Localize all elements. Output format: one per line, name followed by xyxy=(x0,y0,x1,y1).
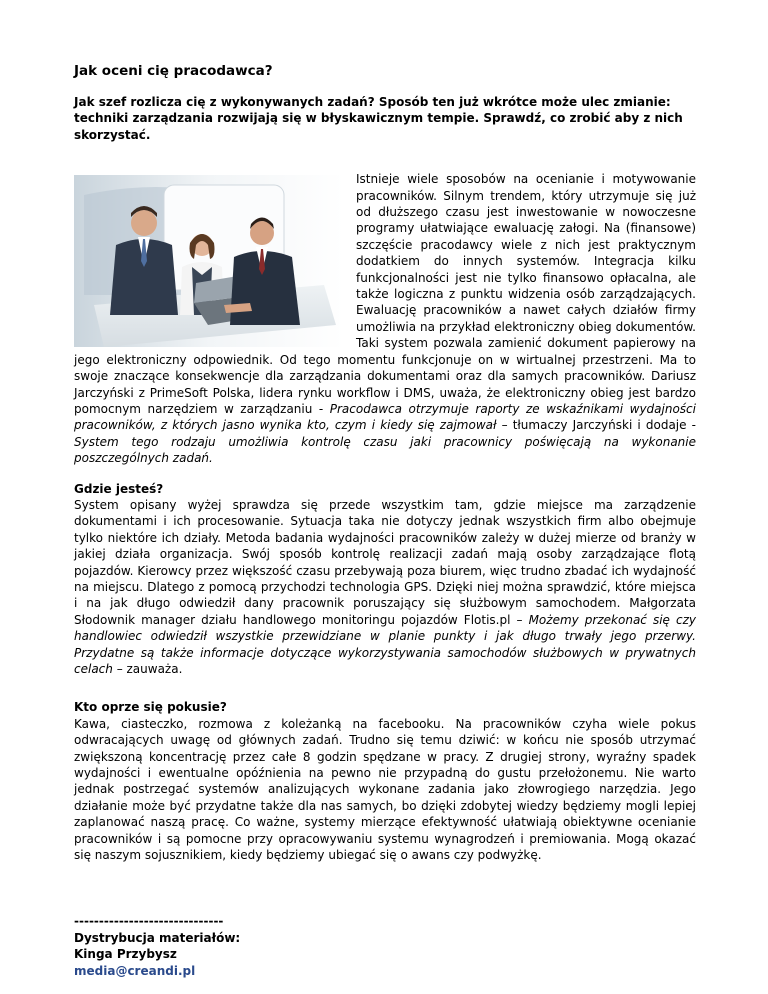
document-page xyxy=(74,62,696,979)
intro-mid: – tłumaczy Jarczyński i dodaje - xyxy=(496,418,696,433)
footer-divider: ------------------------------ xyxy=(74,914,224,929)
business-team-photo xyxy=(74,175,344,347)
footer-email-link[interactable]: media@creandi.pl xyxy=(74,963,196,978)
intro-text: Istnieje wiele sposobów na ocenianie i motywowanie pracowników. Silnym trendem, który utrzymuje się już od dłuższego czasu jest inwestowanie w nowoczesne programy ułatwiające ewaluację załogi. Na (finansowe) szczęście pracodawcy wiele z nich jest praktycznym dodatkiem do innych systemów. Integracja kilku funkcjonalności jest nie tylko finansowo opłacalna, ale także logiczna z punktu widzenia osób zarządzających. Ewaluację pracowników a nawet całych działów firmy umożliwia na przykład elektroniczny obieg dokumentów. Taki system pozwala zamienić dokument papierowy na jego elektroniczny odpowiednik. Od tego momentu funkcjonuje on w wirtualnej przestrzeni. Ma to swoje znaczące konsekwencje dla zarządzania dokumentami oraz dla samych pracowników. Dariusz Jarczyński z PrimeSoft Polska, lidera rynku workflow i DMS, uważa, że elektroniczny obieg jest bardzo pomocnym narzędziem w zarządzaniu - xyxy=(74,172,696,416)
section1-paragraph xyxy=(74,497,696,677)
footer xyxy=(74,913,696,979)
section1-quote: Możemy przekonać się czy handlowiec odwiedził wszystkie przewidziane w planie punkty i jak długo trwały jego przerwy. Przydatne są także informacje dotyczące wykorzystywania samochodów służbowych w prywatnych celach xyxy=(74,612,696,676)
section-heading-gdzie: Gdzie jesteś? xyxy=(74,481,164,496)
intro-quote-1: Pracodawca otrzymuje raporty ze wskaźnikami wydajności pracowników, z których jasno wynika kto, czym i kiedy się zajmował xyxy=(74,401,696,433)
section1-text: System opisany wyżej sprawdza się przede wszystkim tam, gdzie miejsce ma zarządzenie dokumentami i ich procesowanie. Sytuacja taka nie dotyczy jednak wszystkich firm albo obejmuje tylko niektóre ich działy. Metoda badania wydajności pracowników zależy w dużej mierze od branży w jakiej działa organizacja. Swój sposób kontrolę realizacji zadań mają osoby zarządzające flotą pojazdów. Kierowcy przez większość czasu przebywają poza biurem, więc trudno zbadać ich wydajność na miejscu. Dlatego z pomocą przychodzi technologia GPS. Dzięki niej można sprawdzić, które miejsca i na jak długo odwiedził dany pracownik poruszający się służbowym samochodem. Małgorzata Słodownik manager działu handlowego monitoringu pojazdów Flotis.pl – xyxy=(74,497,696,627)
footer-distribution-label: Dystrybucja materiałów: xyxy=(74,930,241,945)
page-title: Jak oceni cię pracodawca? xyxy=(74,63,273,79)
section-heading-kto: Kto oprze się pokusie? xyxy=(74,700,227,715)
section2-paragraph: Kawa, ciasteczko, rozmowa z koleżanką na facebooku. Na pracowników czyha wiele pokus odwracających uwagę od głównych zadań. Trudno się temu dziwić: w końcu nie sposób utrzymać zwiększoną koncentrację przez całe 8 godzin spędzane w pracy. Z drugiej strony, wyraźny spadek wydajności i ewentualne opóźnienia na pewno nie przypadną do gustu przełożonemu. Nie warto jednak postrzegać systemów analizujących wykonane zadania jako złowrogiego narzędzia. Jego działanie może być przydatne także dla nas samych, bo dzięki zdobytej wiedzy będziemy mogli lepiej zaplanować naszą pracę. Co ważne, systemy mierzące efektywność ułatwiają obiektywne ocenianie pracowników i są pomocne przy opracowywaniu systemu wynagrodzeń i premiowania. Mogą okazać się naszym sojusznikiem, kiedy będziemy ubiegać się o awans czy podwyżkę. xyxy=(74,716,696,863)
section1-tail: – zauważa. xyxy=(112,662,183,676)
footer-contact-name: Kinga Przybysz xyxy=(74,947,177,962)
intro-quote-2: System tego rodzaju umożliwia kontrolę czasu jaki pracownicy poświęcają na wykonanie poszczególnych zadań. xyxy=(74,434,696,466)
lead-paragraph: Jak szef rozlicza cię z wykonywanych zadań? Sposób ten już wkrótce może ulec zmianie: techniki zarządzania rozwijają się w błyskawicznym tempie. Sprawdź, co zrobić aby z nich skorzystać. xyxy=(74,95,683,142)
